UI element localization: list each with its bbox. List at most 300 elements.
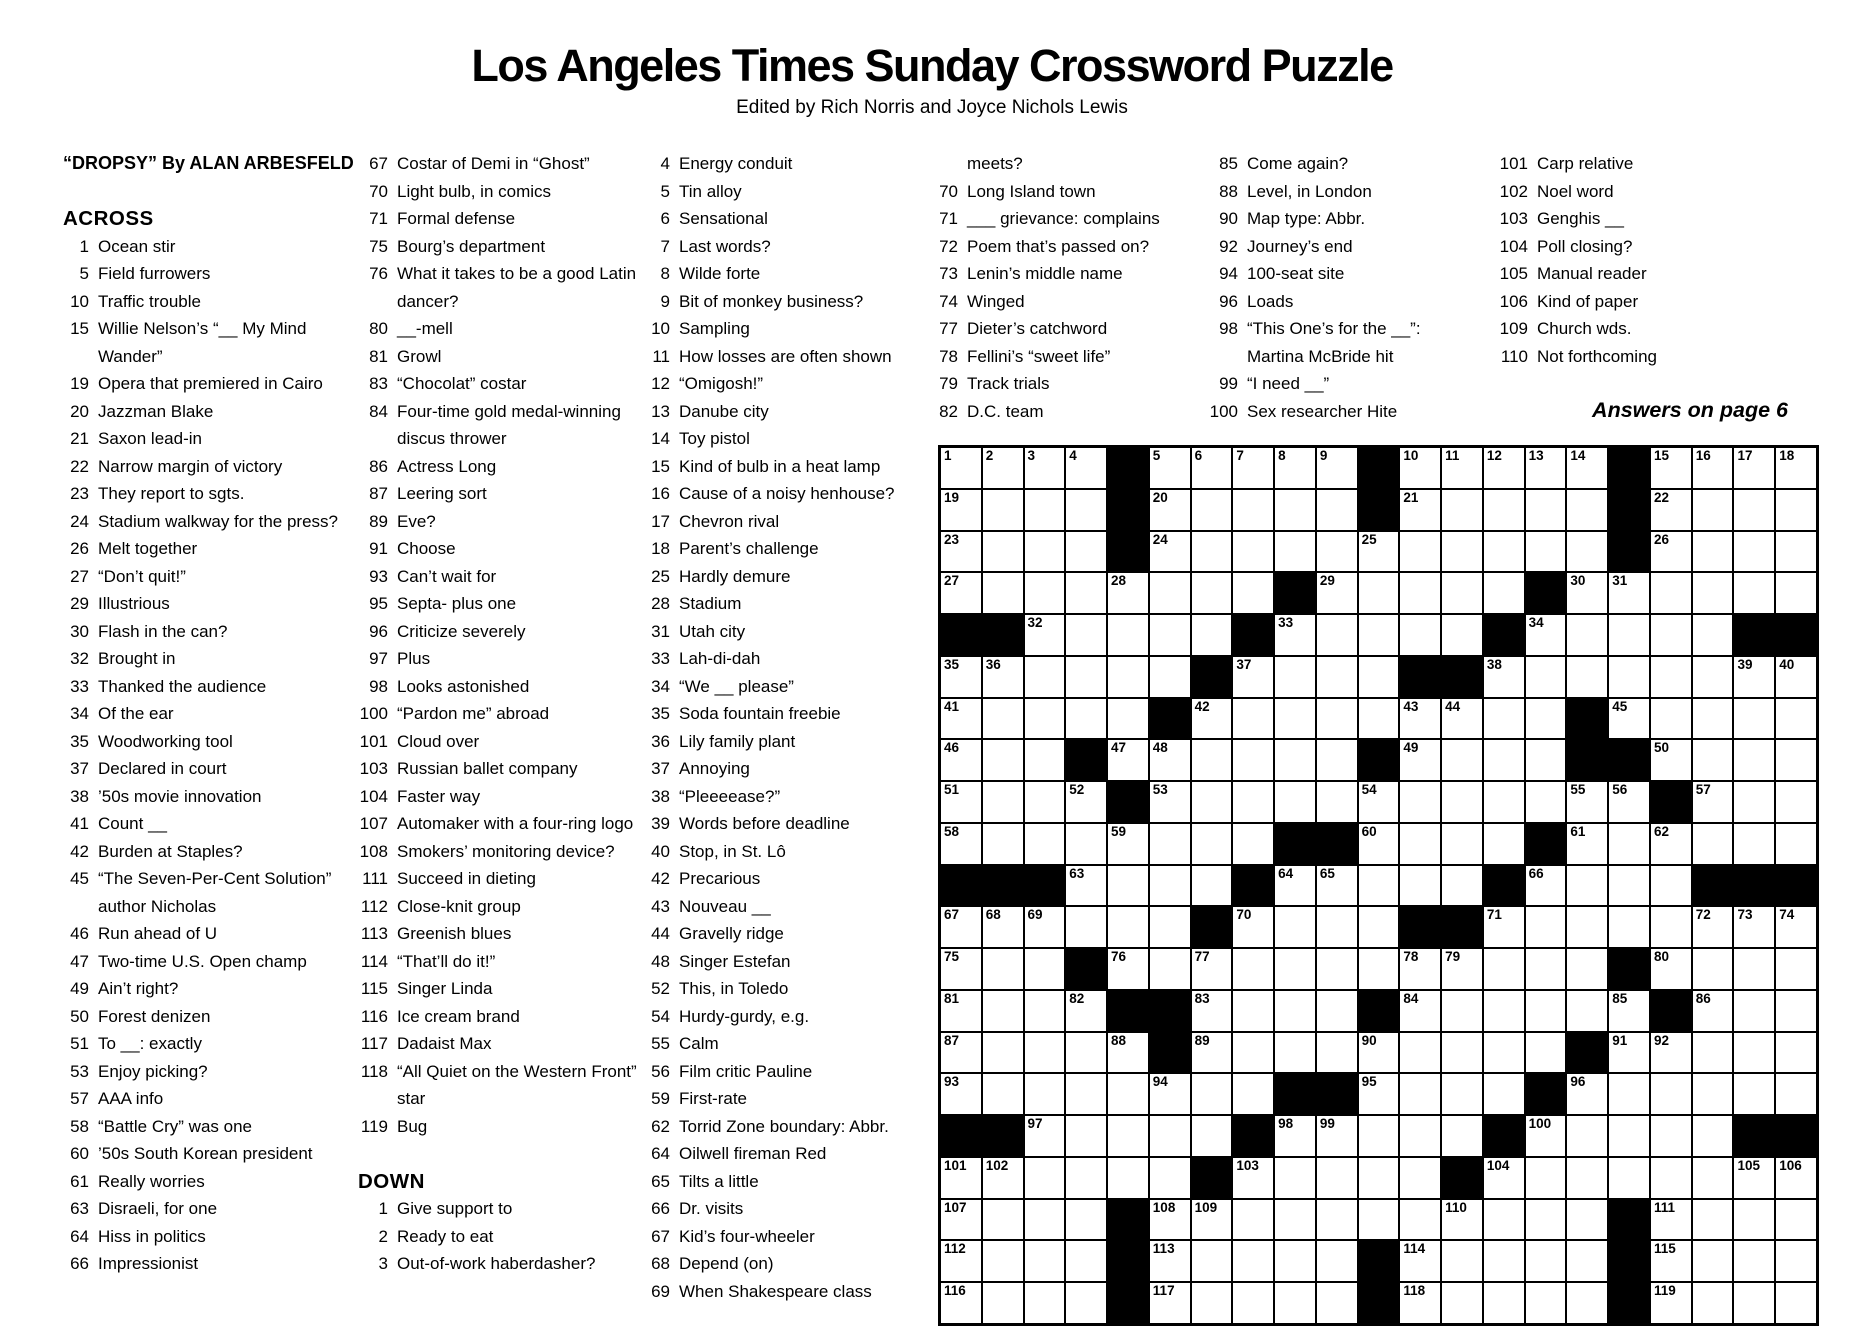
clue-number: 96 [1219,291,1238,311]
clue-number: 23 [70,484,89,503]
clue [63,1250,354,1278]
grid-cell [1359,1074,1399,1114]
grid-cell [941,907,981,947]
grid-cell [1693,949,1733,989]
grid-cell-black [983,615,1023,655]
clue [1204,370,1457,398]
clue [358,645,637,673]
clue-text: Utah city [679,621,746,641]
clue-text: “The Seven-Per-Cent Solution” author Nicholas [98,869,332,916]
clue-text: Gravelly ridge [679,924,784,943]
clue-number: 88 [1219,181,1238,201]
clue-number: 74 [939,291,958,311]
clue-number: 18 [651,539,670,558]
grid-cell [941,448,981,488]
grid-cell [1025,949,1065,989]
clue [645,453,917,481]
clue-text: ’50s movie innovation [98,786,262,806]
clue-text: Poem that’s passed on? [967,236,1150,256]
cell-number: 108 [1152,1199,1176,1215]
cell-number: 102 [985,1157,1009,1173]
grid-cell [1233,1283,1273,1323]
crossword-grid [938,445,1819,1326]
clue-text: Precarious [679,869,761,888]
cell-number: 56 [1612,782,1628,798]
clue-number: 105 [1499,264,1528,283]
cell-number: 36 [985,656,1001,672]
grid-cell [1484,532,1524,572]
clue-number: 66 [651,1199,670,1218]
cell-number: 43 [1403,698,1419,714]
grid-cell [1734,1074,1774,1114]
clue-text: This, in Toledo [679,979,789,998]
clue-text: Hurdy-gurdy, e.g. [679,1006,810,1026]
grid-cell-black [1567,1033,1607,1073]
grid-cell [1233,907,1273,947]
grid-cell [1317,699,1357,739]
clue-text: Singer Estefan [679,951,791,971]
grid-cell [1651,532,1691,572]
clue-text: AAA info [98,1089,164,1108]
clue-number: 65 [651,1171,670,1191]
clue-number: 81 [369,346,388,366]
clue-number: 60 [70,1144,89,1163]
clue-text: Light bulb, in comics [397,181,552,201]
clue-column [1498,150,1767,370]
clue-text: Traffic trouble [98,291,201,311]
grid-cell [1734,532,1774,572]
cell-number: 118 [1403,1283,1426,1299]
grid-cell [1400,1033,1440,1073]
clue-text: ’50s South Korean president [98,1144,313,1163]
clue [358,343,637,371]
clue-number: 21 [70,429,89,448]
clue-text: “Don’t quit!” [98,566,186,586]
clue-text: Map type: Abbr. [1247,209,1366,228]
grid-cell [1776,1033,1816,1073]
clue-text: Formal defense [397,209,516,228]
clue [645,1278,917,1306]
grid-cell [1108,949,1148,989]
clue [1498,178,1767,206]
grid-cell [1567,657,1607,697]
clue [63,645,354,673]
grid-cell [1609,615,1649,655]
grid-cell [1734,740,1774,780]
grid-cell [1317,1283,1357,1323]
grid-cell [1567,991,1607,1031]
clue [645,645,917,673]
clue [63,673,354,701]
clue-text: Automaker with a four-ring logo [397,814,634,833]
clue-text: They report to sgts. [98,484,245,503]
clue-text: Torrid Zone boundary: Abbr. [679,1116,889,1136]
grid-cell [1108,699,1148,739]
grid-cell [1776,490,1816,530]
grid-cell [1567,1074,1607,1114]
clue [358,150,637,178]
grid-cell-black [1359,1241,1399,1281]
grid-cell-black [1233,615,1273,655]
cell-number: 4 [1069,448,1077,463]
grid-cell [1317,615,1357,655]
section-label-down: DOWN [358,1169,425,1193]
clue-text: Stop, in St. Lô [679,841,786,861]
clue-text: What it takes to be a good Latin dancer? [397,264,637,311]
clue [63,508,354,536]
grid-cell [1233,782,1273,822]
clue-text: Ocean stir [98,236,176,256]
clue-number: 71 [939,209,958,228]
clue-text: Costar of Demi in “Ghost” [397,154,590,173]
clue-number: 29 [70,594,89,613]
grid-cell [1150,782,1190,822]
clue [63,370,354,398]
grid-cell [1609,657,1649,697]
clue-text: “Battle Cry” was one [98,1116,252,1136]
grid-cell-black [1442,907,1482,947]
grid-cell [1317,866,1357,906]
grid-cell [941,657,981,697]
grid-cell [1776,448,1816,488]
clue-text: Greenish blues [397,924,512,943]
clue-number: 36 [651,731,670,751]
grid-cell [1150,448,1190,488]
clue [63,563,354,591]
clue-number: 39 [651,814,670,833]
grid-cell [1066,824,1106,864]
clue [63,425,354,453]
clue [645,425,917,453]
grid-cell [1066,699,1106,739]
grid-cell [941,1158,981,1198]
grid-cell [941,1283,981,1323]
grid-cell [1734,782,1774,822]
cell-number: 6 [1194,448,1203,463]
clue [63,1223,354,1251]
clue-text: Lenin’s middle name [967,264,1123,283]
clue [358,315,637,343]
grid-cell-black [1609,1200,1649,1240]
clue [63,1058,354,1086]
clue-number: 69 [651,1281,670,1301]
grid-cell [1484,1241,1524,1281]
grid-cell [1192,782,1232,822]
clue [926,370,1182,398]
grid-cell [1150,490,1190,530]
cell-number: 87 [944,1032,960,1048]
clue [645,1195,917,1223]
grid-cell [1275,532,1315,572]
grid-cell [1275,866,1315,906]
grid-cell [1192,1283,1232,1323]
grid-cell [1567,1241,1607,1281]
grid-cell [1442,991,1482,1031]
clue-text: D.C. team [967,401,1044,421]
clue-text: Cause of a noisy henhouse? [679,484,895,503]
grid-cell [1567,573,1607,613]
clue [645,893,917,921]
grid-cell [1108,1074,1148,1114]
clue-number: 87 [369,484,388,503]
clue-number: 41 [70,814,89,833]
clue-text: Forest denizen [98,1006,211,1026]
clue-text: Cloud over [397,731,480,751]
grid-cell [1734,448,1774,488]
cell-number: 27 [944,573,960,589]
grid-cell [1359,1200,1399,1240]
grid-cell [983,782,1023,822]
clue-text: Ice cream brand [397,1006,520,1026]
grid-cell-black [1359,991,1399,1031]
cell-number: 38 [1486,656,1502,672]
clue [645,1223,917,1251]
grid-cell [1192,949,1232,989]
clue-text: “Pardon me” abroad [397,704,550,723]
clue [1204,398,1457,426]
grid-cell [1776,991,1816,1031]
grid-cell [941,782,981,822]
grid-cell [1275,1116,1315,1156]
grid-cell [1567,866,1607,906]
grid-cell [1066,490,1106,530]
grid-cell [1233,991,1273,1031]
clue-number: 62 [651,1116,670,1136]
cell-number: 66 [1528,865,1544,881]
clue [1204,150,1457,178]
clue [645,1003,917,1031]
clue [63,728,354,756]
grid-cell [1275,949,1315,989]
clue-number: 10 [651,319,670,338]
clue-column [1204,150,1457,425]
clue [358,1113,637,1141]
clue-text: 100-seat site [1247,264,1345,283]
clue-text: Level, in London [1247,181,1372,201]
cell-number: 49 [1403,740,1419,756]
clue [645,700,917,728]
grid-cell [1526,1033,1566,1073]
grid-cell [1025,991,1065,1031]
grid-cell [1567,1283,1607,1323]
clue [63,810,354,838]
grid-cell [1317,448,1357,488]
grid-cell [1442,824,1482,864]
clue-number: 9 [660,291,670,311]
clue [358,1250,637,1278]
grid-cell [1317,490,1357,530]
clue-text: Annoying [679,759,750,778]
grid-cell [1567,1158,1607,1198]
grid-cell [1359,866,1399,906]
clue-number: 64 [651,1144,670,1163]
clue [358,1003,637,1031]
clue-number: 95 [369,594,388,613]
grid-cell [1025,1283,1065,1323]
cell-number: 101 [944,1157,967,1173]
clue [1498,343,1767,371]
grid-cell-black [1734,615,1774,655]
clue-number: 89 [369,511,388,531]
grid-cell [983,1283,1023,1323]
clue-text: Wilde forte [679,264,761,283]
cell-number: 76 [1111,949,1127,965]
clue [63,975,354,1003]
clue-number: 93 [369,566,388,586]
page-header [32,40,1832,119]
clue [358,783,637,811]
grid-cell [1400,949,1440,989]
clue-number: 104 [1499,236,1528,256]
clue-text: Chevron rival [679,511,780,531]
grid-cell [1150,1200,1190,1240]
clue-text: __-mell [397,319,453,338]
grid-cell [1108,1116,1148,1156]
cell-number: 63 [1069,865,1085,881]
grid-cell [1025,1158,1065,1198]
cell-number: 82 [1069,990,1085,1006]
clue-number: 114 [360,951,388,971]
grid-cell [1359,1033,1399,1073]
clue-number: 26 [70,539,89,558]
clue-text: “Chocolat” costar [397,374,527,393]
grid-cell [1317,532,1357,572]
grid-cell [983,1200,1023,1240]
clue-number: 67 [651,1226,670,1246]
cell-number: 28 [1111,573,1127,589]
clue-text: Woodworking tool [98,731,233,751]
clue-number: 77 [939,319,958,338]
cell-number: 62 [1653,823,1669,839]
clue [358,700,637,728]
clue-number: 90 [1219,209,1238,228]
grid-cell-black [941,615,981,655]
grid-cell [983,740,1023,780]
clue [358,1030,637,1058]
cell-number: 21 [1403,489,1419,505]
grid-cell [1526,949,1566,989]
grid-cell-black [1066,949,1106,989]
clue-text: Enjoy picking? [98,1061,208,1081]
grid-cell [941,824,981,864]
clue [645,260,917,288]
grid-cell [1442,949,1482,989]
grid-cell [1484,699,1524,739]
grid-cell-black [1359,1283,1399,1323]
cell-number: 110 [1445,1199,1467,1215]
grid-cell [941,1033,981,1073]
clue-number: 101 [359,731,388,751]
clue-number: 4 [660,154,670,173]
grid-cell [1693,907,1733,947]
grid-cell [1359,573,1399,613]
clue [63,233,354,261]
clue-text: Track trials [967,374,1050,393]
cell-number: 57 [1695,782,1711,798]
clue [358,920,637,948]
clue-text: Manual reader [1537,264,1647,283]
grid-cell [1693,782,1733,822]
clue-number: 52 [651,979,670,998]
cell-number: 117 [1152,1283,1175,1299]
clue-number: 72 [939,236,958,256]
clue-number: 103 [359,759,388,778]
clue-number: 5 [79,264,89,283]
grid-cell [1693,1241,1733,1281]
clue-number: 50 [70,1006,89,1026]
grid-cell [1233,1241,1273,1281]
grid-cell [1609,1158,1649,1198]
grid-cell-black [1192,1158,1232,1198]
clue-number: 101 [1499,154,1528,173]
clue-text: Ready to eat [397,1226,494,1246]
clue [358,975,637,1003]
grid-cell-black [1108,448,1148,488]
cell-number: 31 [1612,573,1628,589]
clue [63,920,354,948]
cell-number: 64 [1278,865,1294,881]
grid-cell [1192,1074,1232,1114]
grid-cell [1066,1033,1106,1073]
grid-cell [1359,699,1399,739]
grid-cell [941,699,981,739]
clue [645,398,917,426]
grid-cell [1317,1033,1357,1073]
grid-cell [1776,573,1816,613]
clue-number: 75 [369,236,388,256]
clue-number: 82 [939,401,958,421]
grid-cell [1150,740,1190,780]
grid-cell [1150,532,1190,572]
grid-cell [1567,1116,1607,1156]
grid-cell [1400,866,1440,906]
clue-text: Dr. visits [679,1199,744,1218]
clue-number: 100 [1209,401,1238,421]
clue-number: 8 [660,264,670,283]
clue-text: Church wds. [1537,319,1632,338]
grid-cell [983,1074,1023,1114]
grid-cell [1066,1283,1106,1323]
grid-cell [1192,1200,1232,1240]
cell-number: 44 [1445,698,1461,714]
grid-cell [1066,448,1106,488]
grid-cell [1442,1283,1482,1323]
clue-text: Close-knit group [397,896,521,916]
grid-cell [1693,448,1733,488]
clue-text: Dieter’s catchword [967,319,1108,338]
grid-cell [1693,657,1733,697]
clue-number: 70 [369,181,388,201]
clue [358,370,637,398]
grid-cell [941,573,981,613]
grid-cell [1359,782,1399,822]
clue [358,673,637,701]
grid-cell [1567,907,1607,947]
grid-cell-black [1108,991,1148,1031]
cell-number: 14 [1570,448,1586,463]
grid-cell [1442,866,1482,906]
clue-text: Four-time gold medal-winning discus thrower [397,401,621,448]
grid-cell [1233,1033,1273,1073]
grid-cell [1275,991,1315,1031]
grid-cell [1025,490,1065,530]
grid-cell [1734,907,1774,947]
cell-number: 79 [1445,949,1461,965]
grid-cell [1317,1200,1357,1240]
clue-text: “I need __” [1247,374,1330,393]
grid-cell [1442,1241,1482,1281]
grid-cell-black [1275,824,1315,864]
